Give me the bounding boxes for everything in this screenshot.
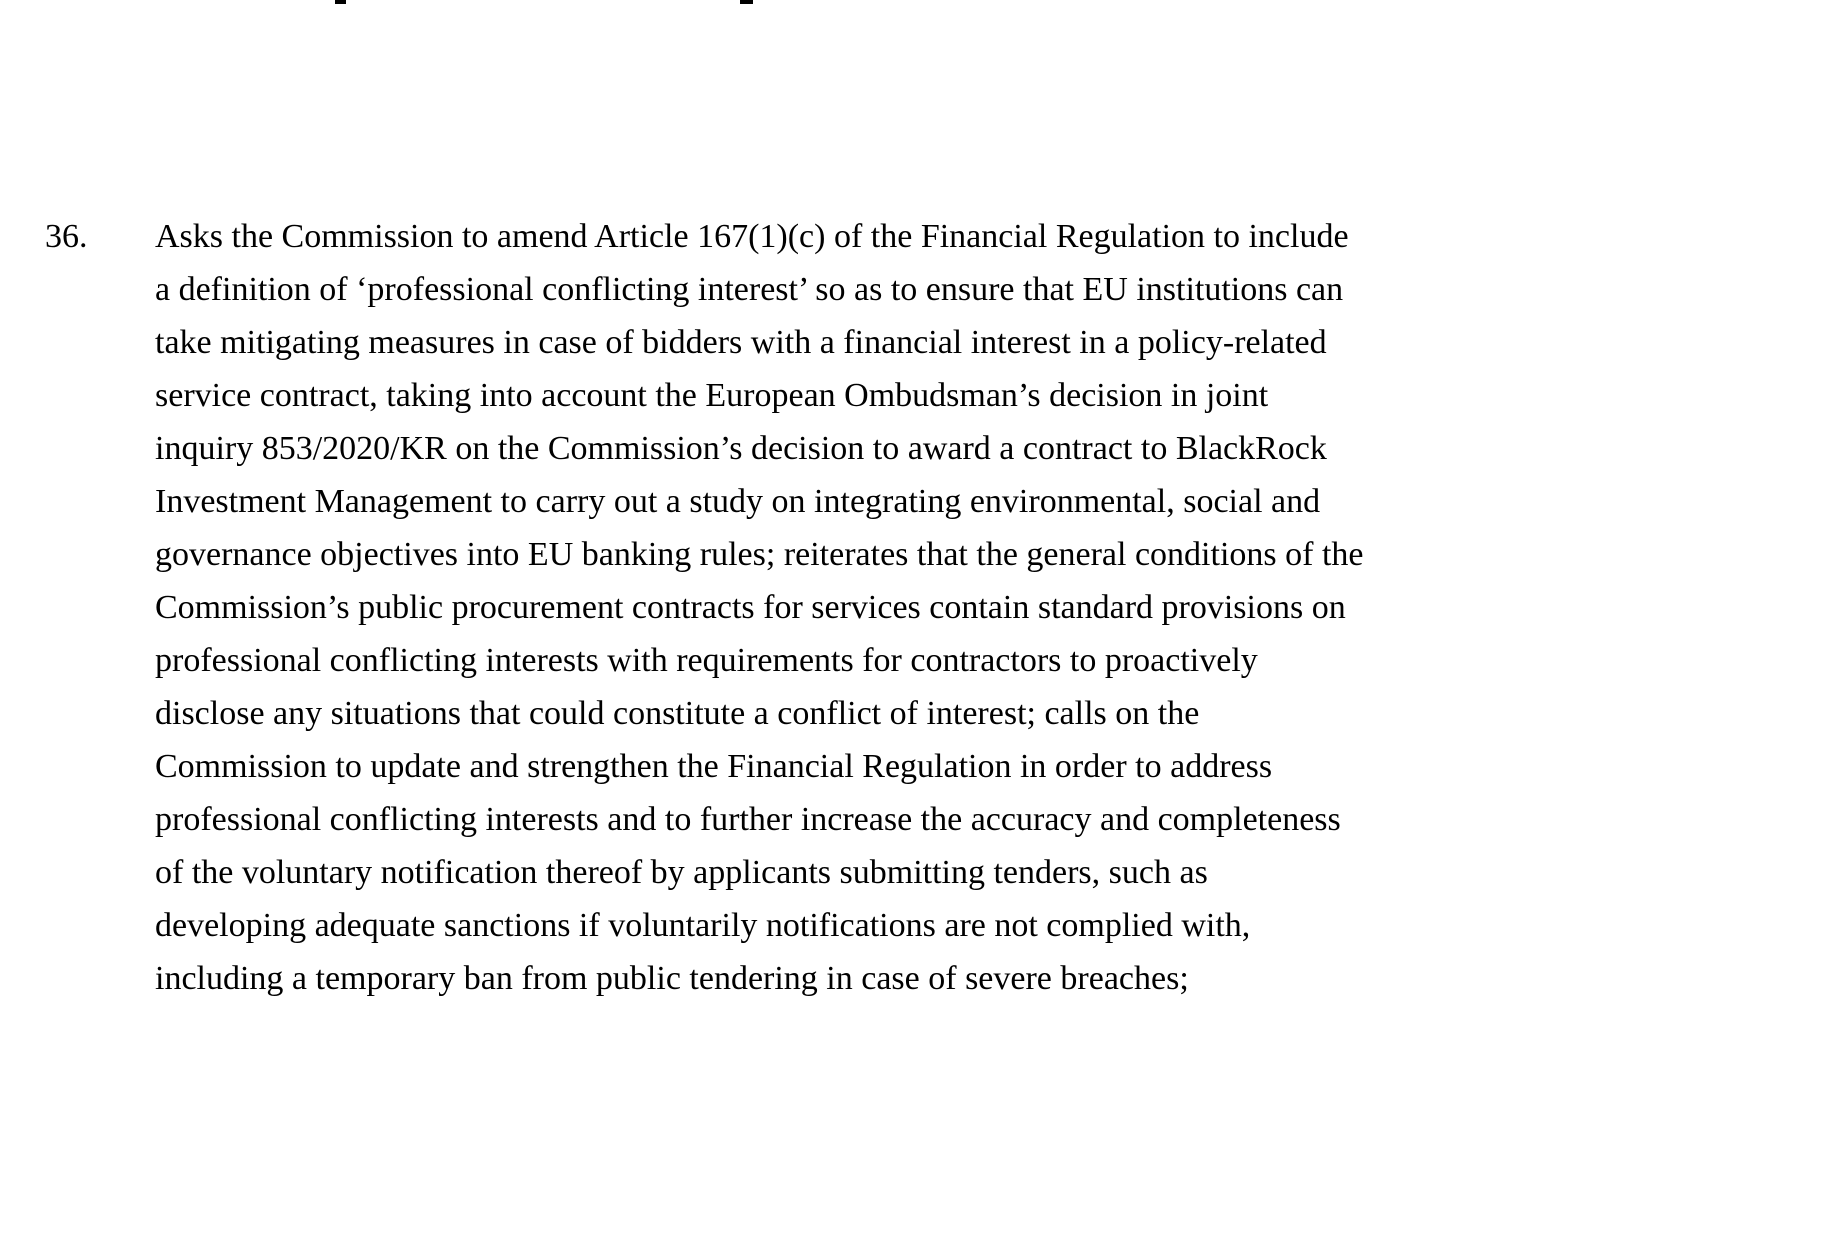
paragraph-line: developing adequate sanctions if voluntarily notifications are not complied with, [155, 907, 1251, 944]
paragraph-line: governance objectives into EU banking rules; reiterates that the general conditions of the [155, 536, 1364, 573]
paragraph-line: including a temporary ban from public tendering in case of severe breaches; [155, 960, 1189, 997]
paragraph-line: a definition of ‘professional conflicting interest’ so as to ensure that EU institutions can [155, 271, 1344, 308]
paragraph-line: Investment Management to carry out a study on integrating environmental, social and [155, 483, 1321, 520]
paragraph-number: 36. [45, 218, 88, 255]
paragraph-line: Commission’s public procurement contracts for services contain standard provisions on [155, 589, 1346, 626]
paragraph-line: service contract, taking into account the European Ombudsman’s decision in joint [155, 377, 1269, 414]
paragraph-body [155, 210, 1755, 1005]
paragraph-line: professional conflicting interests with requirements for contractors to proactively [155, 642, 1258, 679]
paragraph-line: professional conflicting interests and to further increase the accuracy and completeness [155, 801, 1341, 838]
paragraph-line: Asks the Commission to amend Article 167(1)(c) of the Financial Regulation to include [155, 218, 1349, 255]
paragraph-line: disclose any situations that could constitute a conflict of interest; calls on the [155, 695, 1200, 732]
paragraph-line: inquiry 853/2020/KR on the Commission’s decision to award a contract to BlackRock [155, 430, 1327, 467]
paragraph-line: Commission to update and strengthen the Financial Regulation in order to address [155, 748, 1273, 785]
clipped-text-fragment-left [335, 0, 346, 4]
paragraph-line: of the voluntary notification thereof by applicants submitting tenders, such as [155, 854, 1208, 891]
paragraph-line: take mitigating measures in case of bidders with a financial interest in a policy-related [155, 324, 1327, 361]
clipped-text-fragment-right [740, 0, 753, 4]
